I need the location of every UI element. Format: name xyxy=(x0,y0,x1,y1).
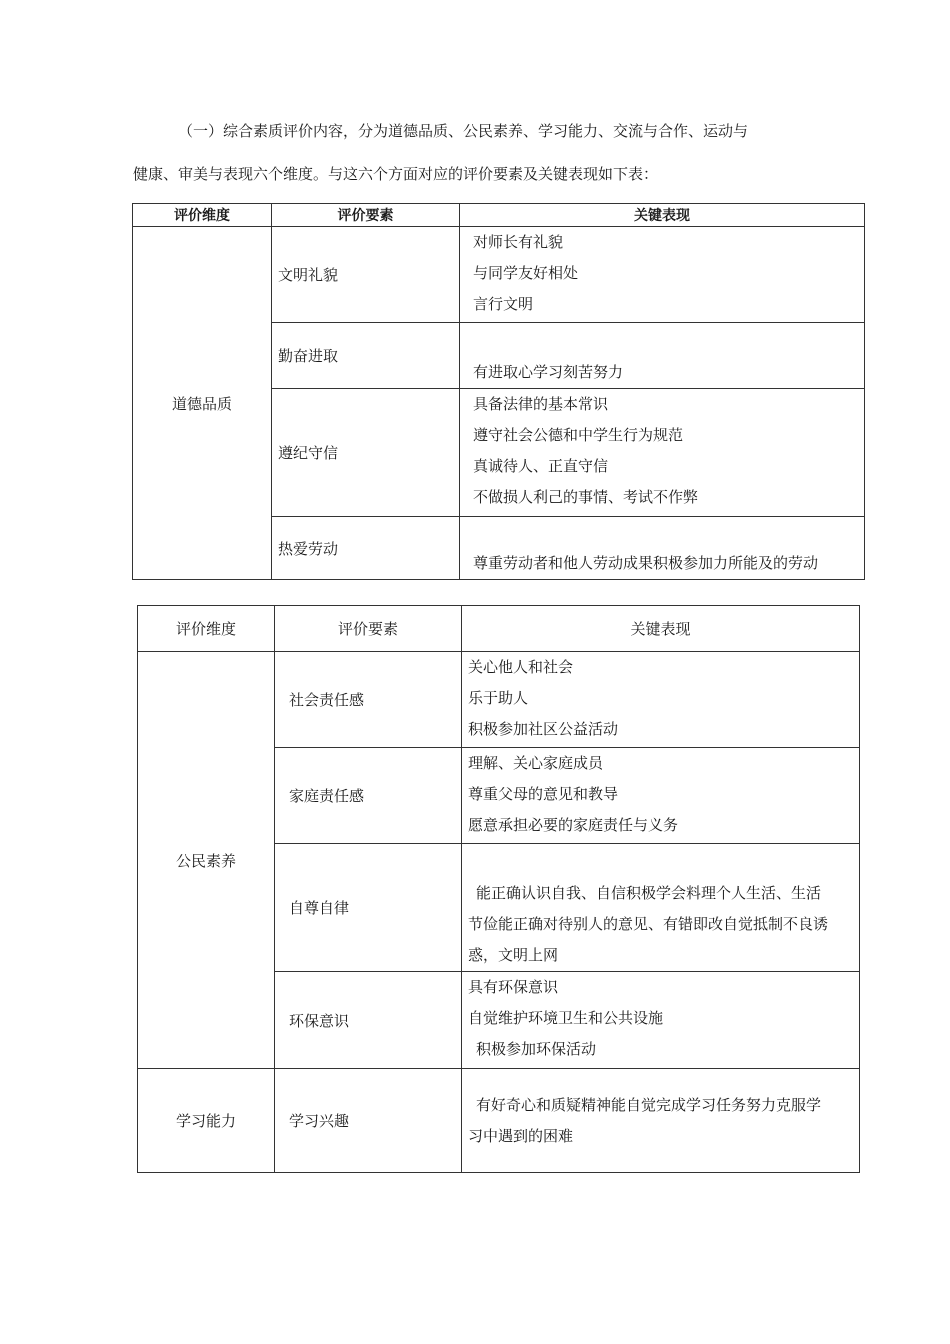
performance-item: 理解、关心家庭成员 xyxy=(468,754,604,772)
header-performance: 关键表现 xyxy=(460,204,865,227)
performance-cell xyxy=(462,1069,860,1173)
header-performance: 关键表现 xyxy=(462,606,860,652)
performance-item: 遵守社会公德和中学生行为规范 xyxy=(473,426,684,444)
table-header-row xyxy=(133,204,865,227)
performance-item: 惑，文明上网 xyxy=(468,946,559,964)
performance-cell xyxy=(462,748,860,844)
performance-item: 具备法律的基本常识 xyxy=(473,395,609,413)
element-cell: 自尊自律 xyxy=(275,844,462,972)
performance-cell xyxy=(460,517,865,580)
performance-cell xyxy=(462,844,860,972)
table-row xyxy=(133,227,865,323)
intro-line-1: （一）综合素质评价内容，分为道德品质、公民素养、学习能力、交流与合作、运动与 xyxy=(178,122,749,140)
element-cell: 热爱劳动 xyxy=(272,517,460,580)
evaluation-table-1 xyxy=(132,203,865,580)
element-cell: 文明礼貌 xyxy=(272,227,460,323)
element-cell: 遵纪守信 xyxy=(272,389,460,517)
header-dimension: 评价维度 xyxy=(133,204,272,227)
dimension-cell: 公民素养 xyxy=(138,652,275,1069)
performance-item: 尊重劳动者和他人劳动成果积极参加力所能及的劳动 xyxy=(473,554,819,572)
table-header-row xyxy=(138,606,860,652)
header-dimension: 评价维度 xyxy=(138,606,275,652)
performance-item: 尊重父母的意见和教导 xyxy=(468,785,619,803)
performance-item: 对师长有礼貌 xyxy=(473,233,564,251)
element-cell: 勤奋进取 xyxy=(272,323,460,389)
performance-item: 习中遇到的困难 xyxy=(468,1126,574,1145)
element-cell: 家庭责任感 xyxy=(275,748,462,844)
performance-item: 愿意承担必要的家庭责任与义务 xyxy=(468,816,679,834)
evaluation-table-2 xyxy=(137,605,860,1173)
performance-item: 乐于助人 xyxy=(468,689,529,707)
performance-item: 有进取心学习刻苦努力 xyxy=(473,363,624,381)
header-element: 评价要素 xyxy=(272,204,460,227)
header-element: 评价要素 xyxy=(275,606,462,652)
table-row xyxy=(138,1069,860,1173)
dimension-cell: 学习能力 xyxy=(138,1069,275,1173)
dimension-cell: 道德品质 xyxy=(133,227,272,580)
element-cell: 社会责任感 xyxy=(275,652,462,748)
performance-item: 真诚待人、正直守信 xyxy=(473,457,609,475)
intro-line-2: 健康、审美与表现六个维度。与这六个方面对应的评价要素及关键表现如下表： xyxy=(133,165,659,183)
performance-item: 具有环保意识 xyxy=(468,978,559,996)
performance-cell xyxy=(460,227,865,323)
performance-item: 积极参加环保活动 xyxy=(476,1040,597,1058)
performance-cell xyxy=(462,972,860,1069)
performance-item: 与同学友好相处 xyxy=(473,264,579,282)
element-cell: 环保意识 xyxy=(275,972,462,1069)
element-cell: 学习兴趣 xyxy=(275,1069,462,1173)
performance-item: 能正确认识自我、自信积极学会料理个人生活、生活 xyxy=(476,884,822,902)
performance-item: 节俭能正确对待别人的意见、有错即改自觉抵制不良诱 xyxy=(468,915,829,933)
performance-item: 有好奇心和质疑精神能自觉完成学习任务努力克服学 xyxy=(476,1095,822,1114)
performance-item: 不做损人利己的事情、考试不作弊 xyxy=(473,488,699,506)
performance-item: 积极参加社区公益活动 xyxy=(468,720,619,738)
performance-item: 自觉维护环境卫生和公共设施 xyxy=(468,1009,664,1027)
performance-item: 言行文明 xyxy=(473,295,534,313)
performance-item: 关心他人和社会 xyxy=(468,658,574,676)
performance-cell xyxy=(460,323,865,389)
performance-cell xyxy=(462,652,860,748)
table-row xyxy=(138,652,860,748)
performance-cell xyxy=(460,389,865,517)
